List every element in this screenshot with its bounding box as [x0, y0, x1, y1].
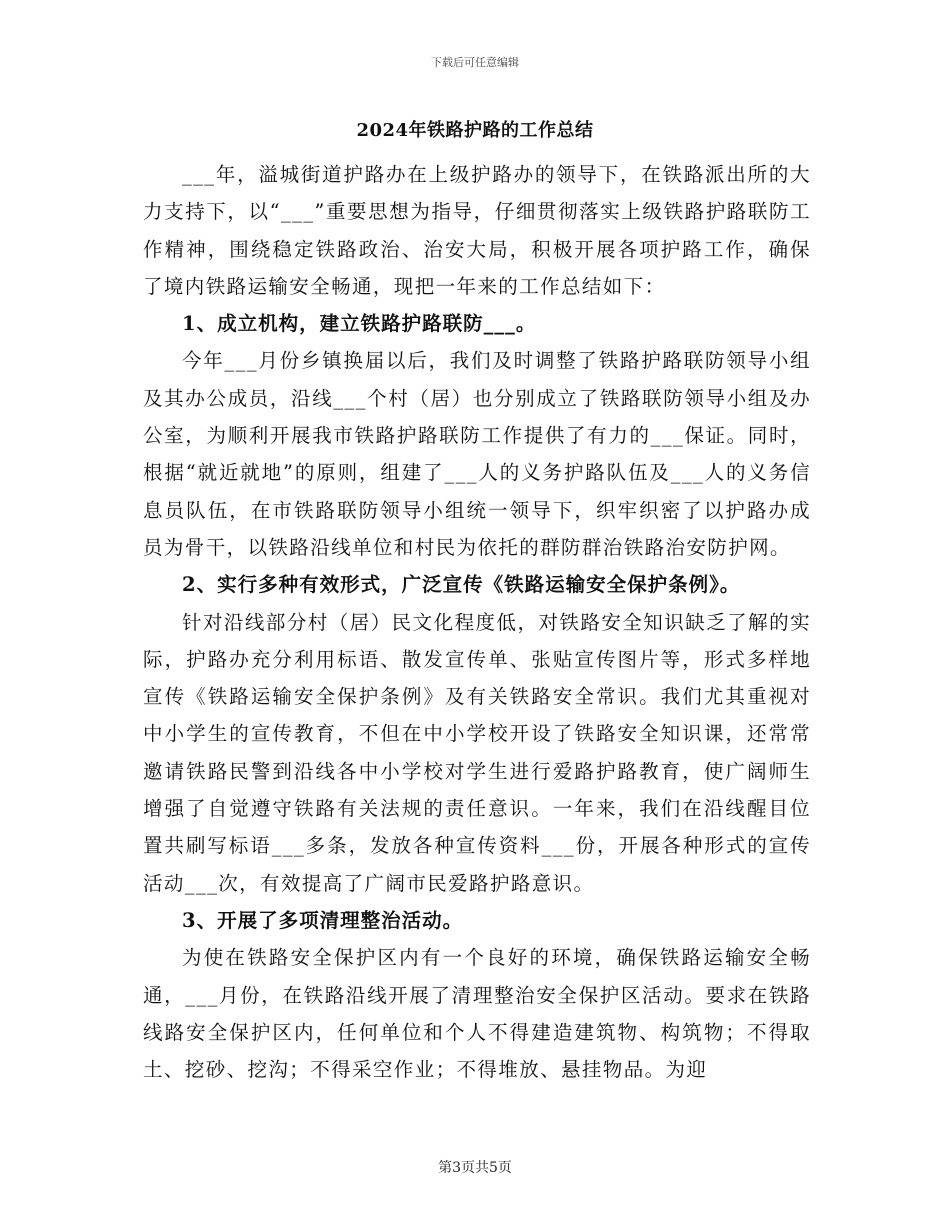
header-note: 下载后可任意编辑 — [431, 56, 519, 69]
section-body-3: 为使在铁路安全保护区内有一个良好的环境，确保铁路运输安全畅通，___月份，在铁路沿线开展了清理整治安全保护区活动。要求在铁路线路安全保护区内，任何单位和个人不得建造建筑物、构筑物；不得取土、挖砂、挖沟；不得采空作业；不得堆放、悬挂物品。为迎 — [143, 946, 811, 1082]
document-body — [143, 156, 811, 1088]
section-heading-3: 3、开展了多项清理整治活动。 — [182, 908, 464, 932]
intro-paragraph: ___年，溢城街道护路办在上级护路办的领导下，在铁路派出所的大力支持下，以“___”重要思想为指导，仔细贯彻落实上级铁路护路联防工作精神，围绕稳定铁路政治、治安大局，积极开展各项护路工作，确保了境内铁路运输安全畅通，现把一年来的工作总结如下： — [143, 163, 811, 298]
section-heading-2: 2、实行多种有效形式，广泛宣传《铁路运输安全保护条例》。 — [182, 573, 741, 597]
section-heading-1: 1、成立机构，建立铁路护路联防___。 — [182, 312, 537, 336]
document-title: 2024年铁路护路的工作总结 — [356, 120, 594, 141]
section-body-1: 今年___月份乡镇换届以后，我们及时调整了铁路护路联防领导小组及其办公成员，沿线___个村（居）也分别成立了铁路联防领导小组及办公室，为顺利开展我市铁路护路联防工作提供了有力的___保证。同时，根据“就近就地”的原则，组建了___人的义务护路队伍及___人的义务信息员队伍，在市铁路联防领导小组统一领导下，织牢织密了以护路办成员为骨干，以铁路沿线单位和村民为依托的群防群治铁路治安防护网。 — [143, 349, 811, 559]
page-number: 第3页共5页 — [438, 1160, 512, 1176]
section-body-2: 针对沿线部分村（居）民文化程度低，对铁路安全知识缺乏了解的实际，护路办充分利用标语、散发宣传单、张贴宣传图片等，形式多样地宣传《铁路运输安全保护条例》及有关铁路安全常识。我们尤其重视对中小学生的宣传教育，不但在中小学校开设了铁路安全知识课，还常常邀请铁路民警到沿线各中小学校对学生进行爱路护路教育，使广阔师生增强了自觉遵守铁路有关法规的责任意识。一年来，我们在沿线醒目位置共刷写标语___多条，发放各种宣传资料___份，开展各种形式的宣传活动___次，有效提高了广阔市民爱路护路意识。 — [143, 610, 811, 895]
